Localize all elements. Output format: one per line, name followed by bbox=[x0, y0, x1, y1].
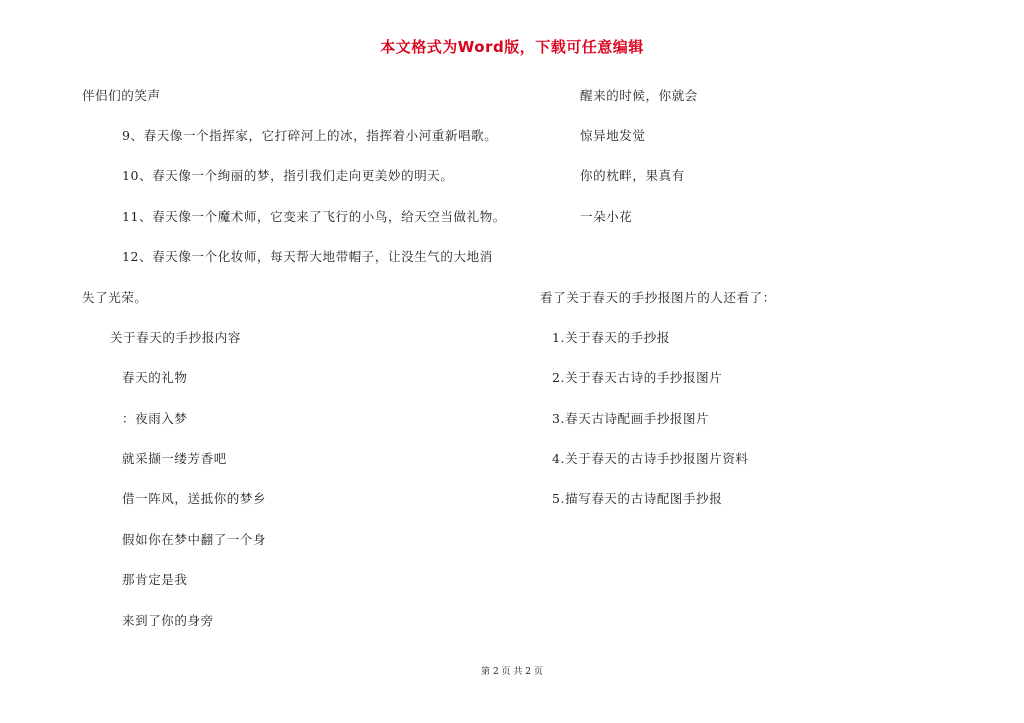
related-link-1[interactable]: 1.关于春天的手抄报 bbox=[552, 330, 670, 345]
document-header-banner: 本文格式为Word版，下载可任意编辑 bbox=[380, 38, 644, 56]
left-line-5: 12、春天像一个化妆师，每天帮大地带帽子，让没生气的大地消 bbox=[122, 249, 493, 264]
poem-line-5: 那肯定是我 bbox=[122, 572, 188, 587]
poem-line-4: 假如你在梦中翻了一个身 bbox=[122, 532, 267, 547]
poem-line-3: 借一阵风，送抵你的梦乡 bbox=[122, 491, 267, 506]
related-link-2[interactable]: 2.关于春天古诗的手抄报图片 bbox=[552, 370, 723, 385]
related-link-4[interactable]: 4.关于春天的古诗手抄报图片资料 bbox=[552, 451, 749, 466]
poem-line-1: ：夜雨入梦 bbox=[122, 411, 188, 426]
related-link-5[interactable]: 5.描写春天的古诗配图手抄报 bbox=[552, 491, 723, 506]
right-poem-line-2: 惊异地发觉 bbox=[580, 128, 646, 143]
right-poem-line-3: 你的枕畔，果真有 bbox=[580, 168, 685, 183]
left-line-1: 伴侣们的笑声 bbox=[82, 88, 161, 103]
left-line-3: 10、春天像一个绚丽的梦，指引我们走向更美妙的明天。 bbox=[122, 168, 454, 183]
left-line-4: 11、春天像一个魔术师，它变来了飞行的小鸟，给天空当做礼物。 bbox=[122, 209, 506, 224]
related-link-3[interactable]: 3.春天古诗配画手抄报图片 bbox=[552, 411, 710, 426]
page-number: 第 2 页 共 2 页 bbox=[481, 667, 543, 677]
related-heading: 看了关于春天的手抄报图片的人还看了： bbox=[540, 290, 776, 305]
section-heading: 关于春天的手抄报内容 bbox=[110, 330, 242, 345]
left-line-2: 9、春天像一个指挥家，它打碎河上的冰，指挥着小河重新唱歌。 bbox=[122, 128, 498, 143]
left-line-6: 失了光荣。 bbox=[82, 290, 148, 305]
right-poem-line-1: 醒来的时候，你就会 bbox=[580, 88, 698, 103]
poem-title: 春天的礼物 bbox=[122, 370, 188, 385]
poem-line-6: 来到了你的身旁 bbox=[122, 613, 214, 628]
right-poem-line-4: 一朵小花 bbox=[580, 209, 633, 224]
poem-line-2: 就采撷一缕芳香吧 bbox=[122, 451, 227, 466]
